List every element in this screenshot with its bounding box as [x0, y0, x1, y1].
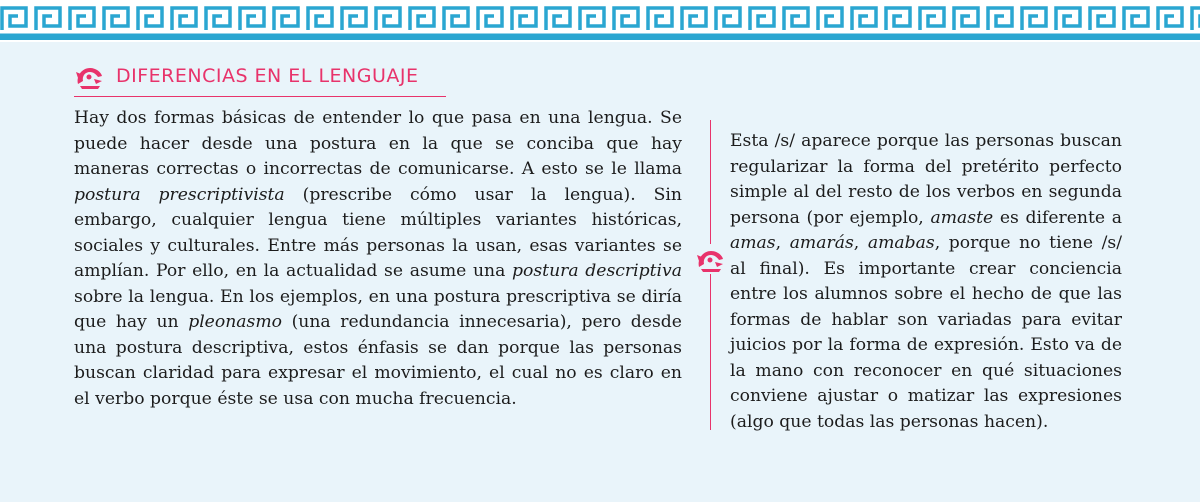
emphasis-term: amaste: [930, 207, 994, 228]
heading-underline: [74, 96, 446, 97]
text-run: Hay dos formas básicas de entender lo que pasa en una lengua. Se puede hacer desde una postura en la que se conciba que hay maneras correctas o incorrectas de comunicarse. A esto se le llama: [74, 108, 682, 179]
text-run: Esta /s/ aparece porque las personas buscan regularizar la forma del pretérito perfecto simple al del resto de los verbos en segunda persona (por ejemplo,: [730, 131, 1122, 228]
decorative-border-top: [0, 0, 1200, 42]
greek-key-border: [0, 0, 1200, 40]
left-column: [74, 106, 682, 412]
right-column: [730, 129, 1122, 435]
text-run: ,: [775, 233, 790, 253]
text-run: (una redundancia innecesaria), pero desde una postura descriptiva, estos énfasis se dan porque las personas buscan claridad para expresar el movimiento, el cual no es claro en el verbo porque éste se usa con mucha frecuencia.: [74, 312, 682, 409]
pre-hispanic-glyph-icon: [694, 244, 728, 274]
section-title: DIFERENCIAS EN EL LENGUAJE: [116, 65, 419, 87]
column-divider: [710, 120, 711, 430]
section-heading: [74, 60, 418, 92]
emphasis-term: amarás: [789, 233, 854, 253]
emphasis-term: amabas: [867, 233, 935, 253]
text-run: , porque no tiene /s/ al final). Es importante crear conciencia entre los alumnos sobre el hecho de que las formas de hablar son variadas para evitar juicios por la forma de expresión. Esto va de la mano con reconocer en qué situaciones conviene ajustar o matizar las expresiones (algo que todas las personas hacen).: [730, 233, 1122, 432]
text-run: es diferente a: [993, 207, 1122, 228]
emphasis-term: postura descriptiva: [512, 261, 682, 281]
emphasis-term: pleonasmo: [188, 312, 282, 332]
emphasis-term: amas: [730, 233, 776, 253]
text-run: ,: [853, 233, 868, 253]
right-paragraph: [730, 129, 1122, 435]
left-paragraph: [74, 106, 682, 412]
emphasis-term: postura prescriptivista: [74, 184, 285, 205]
pre-hispanic-glyph-icon: [74, 62, 106, 90]
text-run: (prescribe cómo usar la lengua). Sin embargo, cualquier lengua tiene múltiples variantes históricas, sociales y culturales. Entre más personas la usan, esas variantes se amplían. Por ello, en la actualidad se asume una: [74, 184, 682, 281]
text-run: sobre la lengua. En los ejemplos, en una postura prescriptiva se diría que hay un: [74, 286, 682, 332]
